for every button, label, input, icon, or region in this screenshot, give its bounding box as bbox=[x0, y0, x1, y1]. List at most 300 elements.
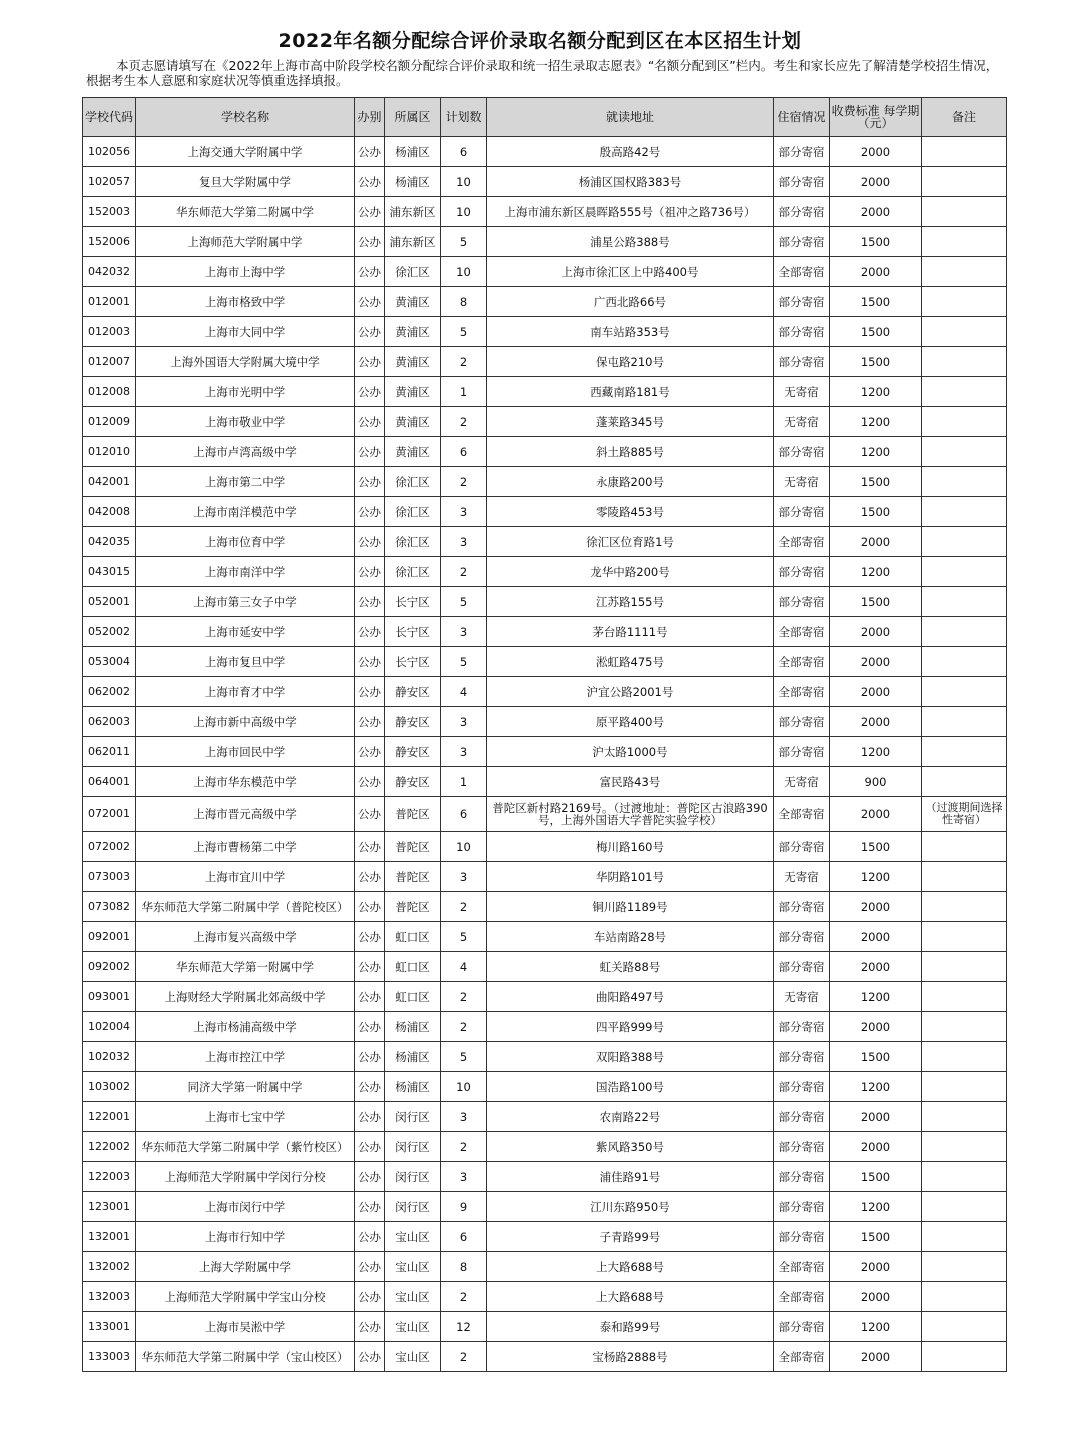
cell-plan-count: 10 bbox=[441, 1072, 487, 1102]
cell-fee: 2000 bbox=[830, 922, 922, 952]
cell-plan-count: 3 bbox=[441, 862, 487, 892]
cell-district: 普陀区 bbox=[385, 832, 441, 862]
cell-school-code: 042008 bbox=[83, 497, 136, 527]
header-note: 备注 bbox=[922, 98, 1007, 137]
cell-plan-count: 2 bbox=[441, 1132, 487, 1162]
cell-plan-count: 3 bbox=[441, 737, 487, 767]
cell-boarding: 部分寄宿 bbox=[774, 892, 830, 922]
cell-school-type: 公办 bbox=[355, 467, 385, 497]
cell-district: 浦东新区 bbox=[385, 227, 441, 257]
cell-school-type: 公办 bbox=[355, 677, 385, 707]
cell-fee: 1200 bbox=[830, 557, 922, 587]
cell-school-code: 123001 bbox=[83, 1192, 136, 1222]
cell-school-name: 上海市延安中学 bbox=[136, 617, 355, 647]
header-fee: 收费标准 每学期（元） bbox=[830, 98, 922, 137]
cell-school-code: 042032 bbox=[83, 257, 136, 287]
cell-district: 闵行区 bbox=[385, 1132, 441, 1162]
cell-fee: 1500 bbox=[830, 467, 922, 497]
cell-plan-count: 1 bbox=[441, 767, 487, 797]
table-row bbox=[83, 197, 1007, 227]
table-row bbox=[83, 832, 1007, 862]
cell-school-name: 华东师范大学第一附属中学 bbox=[136, 952, 355, 982]
header-school-name: 学校名称 bbox=[136, 98, 355, 137]
table-row bbox=[83, 737, 1007, 767]
cell-school-type: 公办 bbox=[355, 497, 385, 527]
cell-boarding: 部分寄宿 bbox=[774, 1222, 830, 1252]
cell-district: 徐汇区 bbox=[385, 497, 441, 527]
cell-school-name: 上海师范大学附属中学闵行分校 bbox=[136, 1162, 355, 1192]
cell-school-type: 公办 bbox=[355, 197, 385, 227]
cell-plan-count: 2 bbox=[441, 557, 487, 587]
cell-school-type: 公办 bbox=[355, 1252, 385, 1282]
table-row bbox=[83, 617, 1007, 647]
cell-fee: 2000 bbox=[830, 197, 922, 227]
cell-plan-count: 4 bbox=[441, 952, 487, 982]
cell-district: 徐汇区 bbox=[385, 557, 441, 587]
cell-school-name: 上海市南洋模范中学 bbox=[136, 497, 355, 527]
cell-school-code: 132003 bbox=[83, 1282, 136, 1312]
table-row bbox=[83, 1192, 1007, 1222]
cell-school-code: 093001 bbox=[83, 982, 136, 1012]
cell-address: 茅台路1111号 bbox=[487, 617, 774, 647]
cell-plan-count: 2 bbox=[441, 347, 487, 377]
cell-fee: 1500 bbox=[830, 587, 922, 617]
cell-address: 零陵路453号 bbox=[487, 497, 774, 527]
cell-note bbox=[922, 347, 1007, 377]
cell-fee: 1200 bbox=[830, 982, 922, 1012]
table-row bbox=[83, 287, 1007, 317]
cell-school-name: 上海市大同中学 bbox=[136, 317, 355, 347]
cell-school-name: 上海市卢湾高级中学 bbox=[136, 437, 355, 467]
cell-school-type: 公办 bbox=[355, 377, 385, 407]
table-row bbox=[83, 1222, 1007, 1252]
cell-note bbox=[922, 377, 1007, 407]
cell-fee: 2000 bbox=[830, 677, 922, 707]
table-row bbox=[83, 707, 1007, 737]
cell-boarding: 无寄宿 bbox=[774, 982, 830, 1012]
cell-plan-count: 4 bbox=[441, 677, 487, 707]
header-district: 所属区 bbox=[385, 98, 441, 137]
cell-school-type: 公办 bbox=[355, 407, 385, 437]
cell-school-code: 122003 bbox=[83, 1162, 136, 1192]
cell-boarding: 无寄宿 bbox=[774, 407, 830, 437]
cell-fee: 2000 bbox=[830, 527, 922, 557]
cell-school-type: 公办 bbox=[355, 952, 385, 982]
cell-boarding: 部分寄宿 bbox=[774, 197, 830, 227]
cell-plan-count: 2 bbox=[441, 1342, 487, 1372]
cell-district: 闵行区 bbox=[385, 1192, 441, 1222]
cell-note bbox=[922, 862, 1007, 892]
cell-address: 上海市浦东新区晨晖路555号（祖冲之路736号） bbox=[487, 197, 774, 227]
cell-school-type: 公办 bbox=[355, 922, 385, 952]
cell-boarding: 部分寄宿 bbox=[774, 347, 830, 377]
cell-boarding: 部分寄宿 bbox=[774, 1192, 830, 1222]
cell-plan-count: 2 bbox=[441, 467, 487, 497]
cell-school-code: 102056 bbox=[83, 137, 136, 167]
cell-school-code: 064001 bbox=[83, 767, 136, 797]
cell-note bbox=[922, 497, 1007, 527]
cell-district: 徐汇区 bbox=[385, 527, 441, 557]
cell-note bbox=[922, 892, 1007, 922]
table-row bbox=[83, 257, 1007, 287]
cell-fee: 2000 bbox=[830, 1342, 922, 1372]
cell-district: 闵行区 bbox=[385, 1102, 441, 1132]
cell-school-code: 092001 bbox=[83, 922, 136, 952]
cell-school-type: 公办 bbox=[355, 737, 385, 767]
table-row bbox=[83, 767, 1007, 797]
cell-note bbox=[922, 1222, 1007, 1252]
cell-school-name: 上海市回民中学 bbox=[136, 737, 355, 767]
table-row bbox=[83, 1282, 1007, 1312]
cell-school-name: 上海师范大学附属中学 bbox=[136, 227, 355, 257]
cell-school-name: 上海市行知中学 bbox=[136, 1222, 355, 1252]
cell-plan-count: 5 bbox=[441, 922, 487, 952]
cell-plan-count: 9 bbox=[441, 1192, 487, 1222]
cell-school-type: 公办 bbox=[355, 1192, 385, 1222]
cell-school-type: 公办 bbox=[355, 347, 385, 377]
cell-school-code: 043015 bbox=[83, 557, 136, 587]
cell-school-type: 公办 bbox=[355, 1132, 385, 1162]
cell-address: 华阴路101号 bbox=[487, 862, 774, 892]
cell-note bbox=[922, 677, 1007, 707]
cell-boarding: 部分寄宿 bbox=[774, 832, 830, 862]
cell-district: 黄浦区 bbox=[385, 407, 441, 437]
cell-school-code: 042035 bbox=[83, 527, 136, 557]
cell-boarding: 部分寄宿 bbox=[774, 1042, 830, 1072]
table-row bbox=[83, 797, 1007, 832]
cell-boarding: 部分寄宿 bbox=[774, 1012, 830, 1042]
cell-school-code: 012001 bbox=[83, 287, 136, 317]
cell-fee: 2000 bbox=[830, 892, 922, 922]
cell-school-type: 公办 bbox=[355, 862, 385, 892]
cell-school-code: 073003 bbox=[83, 862, 136, 892]
cell-fee: 1200 bbox=[830, 1072, 922, 1102]
cell-boarding: 全部寄宿 bbox=[774, 1342, 830, 1372]
cell-plan-count: 3 bbox=[441, 707, 487, 737]
cell-address: 蓬莱路345号 bbox=[487, 407, 774, 437]
cell-fee: 1500 bbox=[830, 1222, 922, 1252]
cell-school-name: 上海市七宝中学 bbox=[136, 1102, 355, 1132]
cell-boarding: 部分寄宿 bbox=[774, 737, 830, 767]
cell-school-type: 公办 bbox=[355, 617, 385, 647]
cell-boarding: 无寄宿 bbox=[774, 377, 830, 407]
cell-fee: 1200 bbox=[830, 862, 922, 892]
cell-school-code: 012009 bbox=[83, 407, 136, 437]
cell-boarding: 全部寄宿 bbox=[774, 617, 830, 647]
cell-school-code: 133001 bbox=[83, 1312, 136, 1342]
cell-school-name: 上海财经大学附属北郊高级中学 bbox=[136, 982, 355, 1012]
cell-address: 永康路200号 bbox=[487, 467, 774, 497]
cell-note bbox=[922, 527, 1007, 557]
cell-school-code: 073082 bbox=[83, 892, 136, 922]
cell-boarding: 全部寄宿 bbox=[774, 257, 830, 287]
cell-plan-count: 1 bbox=[441, 377, 487, 407]
cell-school-type: 公办 bbox=[355, 797, 385, 832]
table-row bbox=[83, 527, 1007, 557]
cell-address: 铜川路1189号 bbox=[487, 892, 774, 922]
cell-fee: 2000 bbox=[830, 167, 922, 197]
cell-school-type: 公办 bbox=[355, 227, 385, 257]
cell-plan-count: 3 bbox=[441, 1162, 487, 1192]
cell-school-code: 042001 bbox=[83, 467, 136, 497]
cell-boarding: 全部寄宿 bbox=[774, 647, 830, 677]
cell-boarding: 部分寄宿 bbox=[774, 437, 830, 467]
cell-boarding: 部分寄宿 bbox=[774, 922, 830, 952]
cell-school-code: 012007 bbox=[83, 347, 136, 377]
header-school-type: 办别 bbox=[355, 98, 385, 137]
cell-note bbox=[922, 1342, 1007, 1372]
cell-fee: 1200 bbox=[830, 737, 922, 767]
cell-district: 杨浦区 bbox=[385, 1012, 441, 1042]
cell-address: 淞虹路475号 bbox=[487, 647, 774, 677]
cell-address: 江苏路155号 bbox=[487, 587, 774, 617]
cell-school-code: 102004 bbox=[83, 1012, 136, 1042]
cell-address: 徐汇区位育路1号 bbox=[487, 527, 774, 557]
table-row bbox=[83, 167, 1007, 197]
cell-school-code: 122002 bbox=[83, 1132, 136, 1162]
cell-school-type: 公办 bbox=[355, 1072, 385, 1102]
cell-boarding: 部分寄宿 bbox=[774, 227, 830, 257]
cell-address: 上大路688号 bbox=[487, 1252, 774, 1282]
cell-address: 江川东路950号 bbox=[487, 1192, 774, 1222]
cell-school-code: 062011 bbox=[83, 737, 136, 767]
cell-boarding: 全部寄宿 bbox=[774, 1282, 830, 1312]
cell-note bbox=[922, 737, 1007, 767]
cell-note bbox=[922, 257, 1007, 287]
cell-address: 杨浦区国权路383号 bbox=[487, 167, 774, 197]
header-plan-count: 计划数 bbox=[441, 98, 487, 137]
table-row bbox=[83, 317, 1007, 347]
cell-boarding: 部分寄宿 bbox=[774, 1072, 830, 1102]
cell-fee: 1200 bbox=[830, 437, 922, 467]
cell-school-name: 上海市控江中学 bbox=[136, 1042, 355, 1072]
table-row bbox=[83, 1252, 1007, 1282]
cell-fee: 1500 bbox=[830, 317, 922, 347]
cell-boarding: 部分寄宿 bbox=[774, 167, 830, 197]
cell-note: （过渡期间选择性寄宿） bbox=[922, 797, 1007, 832]
cell-plan-count: 6 bbox=[441, 1222, 487, 1252]
cell-fee: 1500 bbox=[830, 287, 922, 317]
table-row bbox=[83, 1312, 1007, 1342]
cell-note bbox=[922, 1252, 1007, 1282]
cell-district: 浦东新区 bbox=[385, 197, 441, 227]
cell-fee: 1500 bbox=[830, 227, 922, 257]
cell-district: 宝山区 bbox=[385, 1222, 441, 1252]
cell-school-type: 公办 bbox=[355, 1342, 385, 1372]
cell-fee: 1500 bbox=[830, 1042, 922, 1072]
cell-plan-count: 3 bbox=[441, 617, 487, 647]
cell-school-code: 152003 bbox=[83, 197, 136, 227]
cell-address: 紫风路350号 bbox=[487, 1132, 774, 1162]
cell-boarding: 部分寄宿 bbox=[774, 952, 830, 982]
cell-note bbox=[922, 1042, 1007, 1072]
cell-district: 杨浦区 bbox=[385, 137, 441, 167]
cell-plan-count: 6 bbox=[441, 137, 487, 167]
cell-school-type: 公办 bbox=[355, 1222, 385, 1252]
cell-plan-count: 10 bbox=[441, 197, 487, 227]
cell-boarding: 部分寄宿 bbox=[774, 1132, 830, 1162]
cell-school-name: 上海市南洋中学 bbox=[136, 557, 355, 587]
cell-address: 广西北路66号 bbox=[487, 287, 774, 317]
cell-district: 长宁区 bbox=[385, 647, 441, 677]
cell-school-code: 012010 bbox=[83, 437, 136, 467]
cell-fee: 2000 bbox=[830, 1102, 922, 1132]
page-title: 2022年名额分配综合评价录取名额分配到区在本区招生计划 bbox=[278, 30, 802, 52]
cell-note bbox=[922, 227, 1007, 257]
cell-boarding: 全部寄宿 bbox=[774, 527, 830, 557]
cell-school-type: 公办 bbox=[355, 557, 385, 587]
cell-school-name: 华东师范大学第二附属中学（紫竹校区） bbox=[136, 1132, 355, 1162]
cell-school-name: 上海市敬业中学 bbox=[136, 407, 355, 437]
cell-boarding: 无寄宿 bbox=[774, 767, 830, 797]
cell-fee: 2000 bbox=[830, 1282, 922, 1312]
cell-plan-count: 6 bbox=[441, 437, 487, 467]
cell-fee: 1200 bbox=[830, 377, 922, 407]
table-row bbox=[83, 982, 1007, 1012]
cell-school-code: 102057 bbox=[83, 167, 136, 197]
cell-boarding: 全部寄宿 bbox=[774, 797, 830, 832]
cell-boarding: 全部寄宿 bbox=[774, 677, 830, 707]
table-body bbox=[83, 137, 1007, 1372]
cell-note bbox=[922, 317, 1007, 347]
cell-district: 虹口区 bbox=[385, 922, 441, 952]
cell-school-code: 062003 bbox=[83, 707, 136, 737]
table-row bbox=[83, 862, 1007, 892]
cell-address: 沪太路1000号 bbox=[487, 737, 774, 767]
cell-address: 保屯路210号 bbox=[487, 347, 774, 377]
cell-note bbox=[922, 982, 1007, 1012]
cell-boarding: 全部寄宿 bbox=[774, 1252, 830, 1282]
cell-district: 徐汇区 bbox=[385, 257, 441, 287]
cell-district: 宝山区 bbox=[385, 1312, 441, 1342]
table-row bbox=[83, 557, 1007, 587]
cell-school-type: 公办 bbox=[355, 982, 385, 1012]
cell-school-code: 052002 bbox=[83, 617, 136, 647]
cell-district: 黄浦区 bbox=[385, 377, 441, 407]
cell-district: 静安区 bbox=[385, 707, 441, 737]
cell-fee: 2000 bbox=[830, 797, 922, 832]
cell-district: 黄浦区 bbox=[385, 347, 441, 377]
cell-school-type: 公办 bbox=[355, 257, 385, 287]
cell-district: 黄浦区 bbox=[385, 437, 441, 467]
header-boarding: 住宿情况 bbox=[774, 98, 830, 137]
cell-note bbox=[922, 832, 1007, 862]
cell-note bbox=[922, 587, 1007, 617]
table-row bbox=[83, 407, 1007, 437]
table-row bbox=[83, 1162, 1007, 1192]
cell-school-type: 公办 bbox=[355, 1012, 385, 1042]
cell-address: 斜土路885号 bbox=[487, 437, 774, 467]
cell-boarding: 部分寄宿 bbox=[774, 287, 830, 317]
cell-note bbox=[922, 137, 1007, 167]
cell-note bbox=[922, 167, 1007, 197]
cell-note bbox=[922, 922, 1007, 952]
header-school-code: 学校代码 bbox=[83, 98, 136, 137]
cell-plan-count: 2 bbox=[441, 1012, 487, 1042]
cell-fee: 2000 bbox=[830, 1252, 922, 1282]
cell-fee: 2000 bbox=[830, 707, 922, 737]
cell-district: 宝山区 bbox=[385, 1282, 441, 1312]
cell-address: 虹关路88号 bbox=[487, 952, 774, 982]
header-address: 就读地址 bbox=[487, 98, 774, 137]
cell-school-name: 同济大学第一附属中学 bbox=[136, 1072, 355, 1102]
cell-district: 长宁区 bbox=[385, 617, 441, 647]
cell-boarding: 部分寄宿 bbox=[774, 1162, 830, 1192]
cell-plan-count: 2 bbox=[441, 982, 487, 1012]
cell-plan-count: 3 bbox=[441, 497, 487, 527]
cell-school-name: 上海市上海中学 bbox=[136, 257, 355, 287]
cell-fee: 2000 bbox=[830, 1012, 922, 1042]
cell-school-type: 公办 bbox=[355, 767, 385, 797]
cell-school-type: 公办 bbox=[355, 1282, 385, 1312]
cell-plan-count: 5 bbox=[441, 317, 487, 347]
cell-boarding: 部分寄宿 bbox=[774, 1102, 830, 1132]
cell-school-name: 上海市宜川中学 bbox=[136, 862, 355, 892]
cell-address: 梅川路160号 bbox=[487, 832, 774, 862]
cell-school-name: 上海市新中高级中学 bbox=[136, 707, 355, 737]
cell-school-code: 103002 bbox=[83, 1072, 136, 1102]
cell-district: 虹口区 bbox=[385, 952, 441, 982]
cell-boarding: 无寄宿 bbox=[774, 862, 830, 892]
cell-school-type: 公办 bbox=[355, 832, 385, 862]
cell-plan-count: 8 bbox=[441, 287, 487, 317]
cell-fee: 900 bbox=[830, 767, 922, 797]
cell-school-name: 上海大学附属中学 bbox=[136, 1252, 355, 1282]
table-row bbox=[83, 1042, 1007, 1072]
cell-school-type: 公办 bbox=[355, 137, 385, 167]
cell-school-name: 上海交通大学附属中学 bbox=[136, 137, 355, 167]
cell-note bbox=[922, 407, 1007, 437]
table-row bbox=[83, 677, 1007, 707]
cell-school-name: 上海市格致中学 bbox=[136, 287, 355, 317]
cell-district: 徐汇区 bbox=[385, 467, 441, 497]
cell-note bbox=[922, 557, 1007, 587]
intro-text: 本页志愿请填写在《2022年上海市高中阶段学校名额分配综合评价录取和统一招生录取志愿表》“名额分配到区”栏内。考生和家长应先了解清楚学校招生情况，根据考生本人意愿和家庭状况等慎重选择填报。 bbox=[86, 58, 999, 88]
cell-school-code: 072002 bbox=[83, 832, 136, 862]
cell-district: 静安区 bbox=[385, 677, 441, 707]
table-row bbox=[83, 892, 1007, 922]
cell-school-code: 102032 bbox=[83, 1042, 136, 1072]
cell-address: 沪宜公路2001号 bbox=[487, 677, 774, 707]
cell-fee: 1500 bbox=[830, 1162, 922, 1192]
cell-school-type: 公办 bbox=[355, 287, 385, 317]
cell-note bbox=[922, 1162, 1007, 1192]
cell-school-type: 公办 bbox=[355, 587, 385, 617]
cell-school-name: 上海市复旦中学 bbox=[136, 647, 355, 677]
cell-plan-count: 10 bbox=[441, 167, 487, 197]
cell-school-name: 上海市复兴高级中学 bbox=[136, 922, 355, 952]
cell-school-name: 上海外国语大学附属大境中学 bbox=[136, 347, 355, 377]
cell-fee: 1500 bbox=[830, 832, 922, 862]
cell-address: 上海市徐汇区上中路400号 bbox=[487, 257, 774, 287]
cell-fee: 2000 bbox=[830, 1132, 922, 1162]
cell-school-name: 上海市位育中学 bbox=[136, 527, 355, 557]
cell-note bbox=[922, 707, 1007, 737]
cell-plan-count: 5 bbox=[441, 587, 487, 617]
cell-school-type: 公办 bbox=[355, 892, 385, 922]
cell-school-type: 公办 bbox=[355, 167, 385, 197]
cell-plan-count: 12 bbox=[441, 1312, 487, 1342]
table-row bbox=[83, 647, 1007, 677]
cell-plan-count: 2 bbox=[441, 407, 487, 437]
cell-school-name: 上海市闵行中学 bbox=[136, 1192, 355, 1222]
cell-boarding: 部分寄宿 bbox=[774, 497, 830, 527]
cell-address: 南车站路353号 bbox=[487, 317, 774, 347]
cell-school-type: 公办 bbox=[355, 647, 385, 677]
cell-note bbox=[922, 1102, 1007, 1132]
cell-address: 西藏南路181号 bbox=[487, 377, 774, 407]
enrollment-plan-table bbox=[82, 97, 1007, 1372]
